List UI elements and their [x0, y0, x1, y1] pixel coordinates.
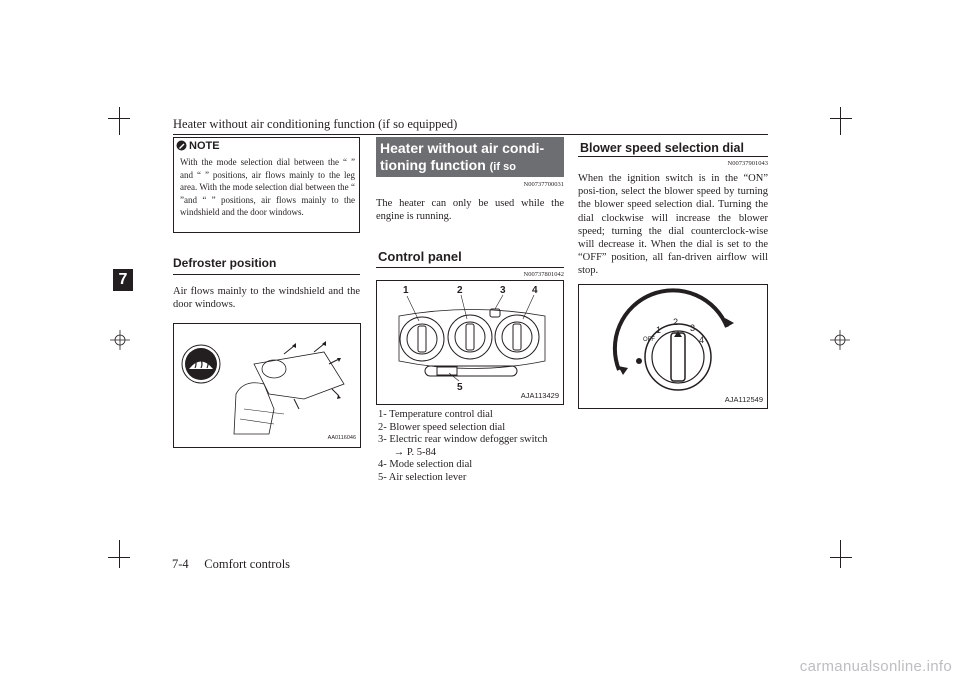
crop-mark-bl-h [108, 557, 130, 558]
defroster-illustration [174, 324, 360, 447]
list-item: 2- Blower speed selection dial [378, 421, 506, 433]
page-footer: 7-4 Comfort controls [172, 557, 291, 571]
control-panel-code: N00737801042 [523, 271, 564, 278]
control-panel-rule [376, 267, 564, 268]
crop-mark-tr-v [840, 107, 841, 135]
control-panel-illustration [377, 281, 563, 404]
list-item: 3- Electric rear window defogger switch [378, 434, 548, 446]
callout-5: 5 [457, 382, 463, 393]
control-panel-figure-code: AJA113429 [520, 391, 559, 400]
chapter-tab: 7 [113, 269, 133, 291]
defroster-figure-code: AA0116046 [327, 435, 356, 441]
callout-3: 3 [500, 285, 506, 296]
note-pencil-icon [176, 140, 187, 151]
dial-label-off: OFF [643, 337, 655, 343]
defroster-heading-rule [173, 274, 360, 275]
registration-mark-right [830, 330, 850, 350]
watermark: carmanualsonline.info [799, 658, 952, 675]
main-heading-line1: Heater without air condi- [380, 140, 545, 156]
main-section-code: N00737700031 [523, 181, 564, 188]
mode-dial [495, 315, 539, 359]
defroster-body: Air flows mainly to the windshield and the door windows. [173, 286, 360, 311]
registration-mark-left [110, 330, 130, 350]
defroster-heading: Defroster position [173, 256, 277, 270]
main-section-body: The heater can only be used while the engine is running. [376, 198, 564, 223]
main-heading-suffix: (if so equipped) [380, 161, 516, 192]
dial-label-2: 2 [673, 317, 679, 327]
blower-code: N00737901043 [727, 160, 768, 167]
note-label: NOTE [189, 140, 220, 152]
crop-mark-br-h [830, 557, 852, 558]
list-item: 1- Temperature control dial [378, 409, 493, 420]
dial-label-4: 4 [699, 335, 705, 345]
blower-dial [448, 315, 492, 359]
page-header-title: Heater without air conditioning function (if so equipped) [173, 117, 458, 131]
crop-mark-tl-v [119, 107, 120, 135]
control-panel-figure [376, 280, 564, 405]
note-text: With the mode selection dial between the “ ” and “ ” positions, air flows mainly to the leg area. With the mode selection dial between the “ ”and “ ” positions, air flows mainly to the windshield and the door windows. [180, 157, 355, 217]
crop-mark-bl-v [119, 540, 120, 568]
control-panel-heading: Control panel [378, 249, 462, 264]
list-item-link[interactable]: → P. 5-84 [378, 446, 437, 458]
blower-figure [578, 284, 768, 409]
blower-body: When the ignition switch is in the “ON” posi-tion, select the blower speed by turning the blower speed selection dial. Turning the dial clockwise will increase the blower speed; turning the dial counterclock-wise will decrease it. When the dial is set to the “OFF” position, all fan-driven airflow will stop. [578, 173, 768, 277]
blower-heading-rule [578, 156, 768, 157]
blower-heading: Blower speed selection dial [580, 141, 744, 155]
dial-label-3: 3 [690, 323, 696, 333]
dial-label-1: 1 [656, 325, 662, 335]
list-item: 5- Air selection lever [378, 471, 467, 483]
main-heading-line2-text: tioning function [380, 157, 486, 173]
blower-figure-code: AJA112549 [724, 395, 763, 404]
defroster-figure [173, 323, 361, 448]
header-rule [173, 134, 768, 135]
callout-2: 2 [457, 285, 463, 296]
callout-1: 1 [403, 285, 409, 296]
main-heading-line2 [380, 157, 560, 195]
crop-mark-br-v [840, 540, 841, 568]
crop-mark-tl-h [108, 118, 130, 119]
callout-4: 4 [532, 285, 538, 296]
crop-mark-tr-h [830, 118, 852, 119]
temperature-dial [400, 317, 444, 361]
control-panel-list [378, 409, 564, 485]
list-item: 4- Mode selection dial [378, 459, 473, 471]
blower-dial-illustration [579, 285, 767, 408]
